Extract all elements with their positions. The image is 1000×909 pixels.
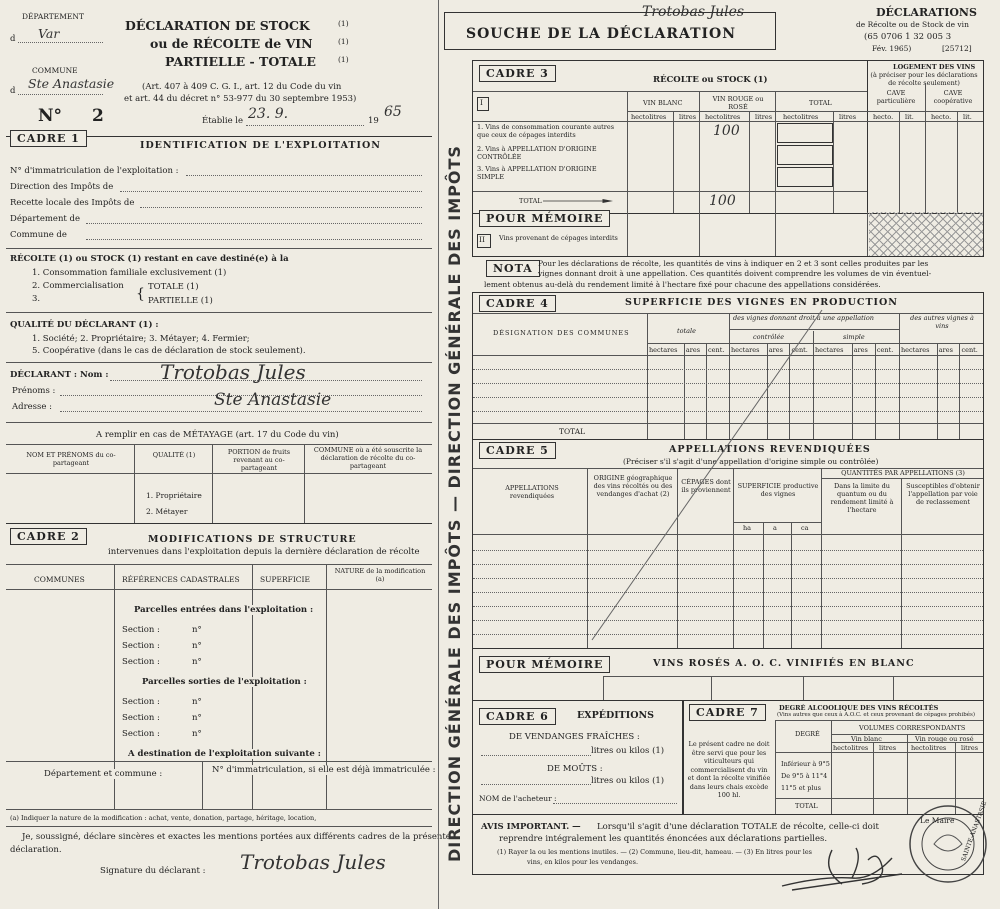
c7-volumes: VOLUMES CORRESPONDANTS xyxy=(859,724,966,732)
title-line2: ou de RÉCOLTE de VIN xyxy=(150,36,313,51)
cadre5-title: APPELLATIONS REVENDIQUÉES xyxy=(669,444,871,455)
pour-memoire2-label: POUR MÉMOIRE xyxy=(479,656,610,673)
c2-sorties: Parcelles sorties de l'exploitation : xyxy=(138,677,311,687)
c3-lit-4: lit. xyxy=(905,113,914,121)
c6-acheteur: NOM de l'acheteur : xyxy=(479,794,557,803)
adresse-label: Adresse : xyxy=(12,402,52,412)
d-prefix: d xyxy=(10,34,16,44)
c1-field-0: N° d'immatriculation de l'exploitation : xyxy=(10,166,179,176)
nota-label: NOTA xyxy=(486,260,540,277)
c4-unit-2-0: hectares xyxy=(815,346,844,354)
c4-designation: DÉSIGNATION DES COMMUNES xyxy=(493,329,630,337)
c2-immat: N° d'immatriculation, si elle est déjà immatriculée : xyxy=(212,765,436,775)
c5-unit-a: a xyxy=(773,524,777,532)
year-value: 65 xyxy=(384,104,402,120)
nota-text3: lement obtenus au-delà du rendement limité à l'hectare fixé pour chacune des appellations considérées. xyxy=(484,280,881,289)
c7-row-total: TOTAL xyxy=(795,802,818,810)
c2-no-5: n° xyxy=(192,713,202,723)
departement-label: DÉPARTEMENT xyxy=(22,12,84,21)
c4-controlee: contrôlée xyxy=(753,333,785,341)
c3-row-3: 3. Vins à APPELLATION D'ORIGINE SIMPLE xyxy=(477,165,597,181)
c6-mouts: DE MOÛTS : xyxy=(547,764,603,774)
cadre6-title: EXPÉDITIONS xyxy=(577,710,655,721)
c2-sec-2: Section : xyxy=(122,641,160,651)
mayor-signature xyxy=(772,820,922,900)
c2-no-1: n° xyxy=(192,625,202,635)
fn1: (1) xyxy=(338,19,349,28)
cadre7-subtitle: (Vins autres que ceux à A.O.C. et ceux provenant de cépages prohibés) xyxy=(777,712,975,718)
cadre2-label: CADRE 2 xyxy=(10,528,87,545)
c5-sub-excess: Susceptibles d'obtenir l'appellation par voie de reclassement xyxy=(906,482,980,506)
stamp-ring-text: SAINTE-ANASTASIE xyxy=(960,800,989,863)
signature-value: Trotobas Jules xyxy=(240,850,386,874)
c3-row-i: I xyxy=(480,98,483,107)
c2-h1: RÉFÉRENCES CADASTRALES xyxy=(122,575,240,584)
cave-coop: CAVE coopérative xyxy=(933,89,973,105)
c3-row-ii: II xyxy=(479,235,485,244)
c1-field-3: Département de xyxy=(10,214,81,224)
c7-vin-blanc: Vin blanc xyxy=(851,735,882,743)
cadre2-subtitle: intervenues dans l'exploitation depuis la dernière déclaration de récolte xyxy=(108,547,420,557)
recolte-item-0: 1. Consommation familiale exclusivement (1) xyxy=(32,268,227,278)
souche-right-code: (65 0706 1 32 005 3 xyxy=(864,32,952,42)
c2-no-4: n° xyxy=(192,697,202,707)
cadre3-label: CADRE 3 xyxy=(479,65,556,82)
c4-simple: simple xyxy=(843,333,865,341)
c4-unit-2-2: cent. xyxy=(876,346,894,354)
logement-title: LOGEMENT DES VINS xyxy=(893,63,976,71)
c3-litres-3: litres xyxy=(839,113,857,121)
metayage-h2: PORTION de fruits revenant au co-partageant xyxy=(227,448,291,472)
metayage-table xyxy=(6,444,432,524)
c4-unit-0-1: ares xyxy=(685,346,701,354)
cadre4-title: SUPERFICIE DES VIGNES EN PRODUCTION xyxy=(625,297,898,308)
c2-destination: A destination de l'exploitation suivante : xyxy=(124,749,325,759)
avis-note1: (1) Rayer la ou les mentions inutiles. — (2) Commune, lieu-dit, hameau. — (3) En litres pour les xyxy=(497,848,813,856)
souche-right-date: Fév. 1965) xyxy=(872,44,912,53)
c3-row-2: 2. Vins à APPELLATION D'ORIGINE CONTRÔLÉE xyxy=(477,145,597,161)
c3-col-blanc: VIN BLANC xyxy=(643,99,683,107)
partielle-option: PARTIELLE (1) xyxy=(148,296,213,306)
prenoms-label: Prénoms : xyxy=(12,386,56,396)
c1-field-4: Commune de xyxy=(10,230,67,240)
c6-litres1: litres ou kilos (1) xyxy=(591,746,665,756)
c4-totale: totale xyxy=(677,327,696,335)
c7-vin-rouge: Vin rouge ou rosé xyxy=(915,735,974,743)
declarant-label: DÉCLARANT : Nom : xyxy=(10,370,109,380)
c4-unit-0-2: cent. xyxy=(708,346,725,354)
avis-text2: reprendre intégralement les quantités énoncées aux déclarations partielles. xyxy=(499,834,828,844)
avis-note2: vins, en kilos pour les vendanges. xyxy=(527,858,639,866)
c3-lit-5: lit. xyxy=(963,113,972,121)
attest-line1: Je, soussigné, déclare sincères et exactes les mentions portées aux différents cadres de la présente xyxy=(22,832,451,842)
souche-right-title: DÉCLARATIONS xyxy=(876,6,977,19)
c3-col-rouge: VIN ROUGE ou ROSÉ xyxy=(712,95,764,111)
pour-memoire2-text: VINS ROSÉS A. O. C. VINIFIÉS EN BLANC xyxy=(653,658,915,669)
commune-value: Ste Anastasie xyxy=(28,76,115,91)
pour-memoire-label: POUR MÉMOIRE xyxy=(479,210,610,227)
c1-field-1: Direction des Impôts de xyxy=(10,182,114,192)
c3-row-1: 1. Vins de consommation courante autres que ceux de cépages interdits xyxy=(477,123,615,139)
c3-litres-1: litres xyxy=(679,113,697,121)
c5-sub-limit: Dans la limite du quantum ou du rendement limité à l'hectare xyxy=(830,482,894,514)
metayage-title: A remplir en cas de MÉTAYAGE (art. 17 du Code du vin) xyxy=(96,430,339,440)
etabli-label: Établie le xyxy=(202,116,244,126)
metayage-opt-1: 2. Métayer xyxy=(146,507,188,516)
cadre7-label: CADRE 7 xyxy=(689,704,766,721)
cadre5-label: CADRE 5 xyxy=(479,442,556,459)
c5-unit-ha: ha xyxy=(743,524,752,532)
c4-unit-3-0: hectares xyxy=(901,346,930,354)
metayage-h3: COMMUNE où a été souscrite la déclaration de récolte du co-partageant xyxy=(313,446,423,470)
c5-h2: CÉPAGES dont ils proviennent xyxy=(681,478,731,494)
fn2: (1) xyxy=(338,37,349,46)
c4-unit-1-0: hectares xyxy=(731,346,760,354)
c5-unit-ca: ca xyxy=(801,524,809,532)
metayage-opt-0: 1. Propriétaire xyxy=(146,491,202,500)
c7-row-0: Inférieur à 9°5 xyxy=(781,760,830,768)
c3-value-total: 100 xyxy=(709,193,736,209)
c7-row-1: De 9°5 à 11°4 xyxy=(781,772,828,780)
cadre1-label: CADRE 1 xyxy=(10,130,87,147)
c2-sec-5: Section : xyxy=(122,713,160,723)
souche-right-sub: de Récolte ou de Stock de vin xyxy=(856,20,969,29)
attest-line2: déclaration. xyxy=(10,845,62,855)
cadre7-title: DEGRÉ ALCOOLIQUE DES VINS RÉCOLTÉS xyxy=(779,704,939,712)
c2-entrees: Parcelles entrées dans l'exploitation : xyxy=(130,605,317,615)
d-prefix-2: d xyxy=(10,86,16,96)
cadre7-note: Le présent cadre ne doit être servi que pour les viticulteurs qui commercialisent du vin et dont la récolte vinifiée dans leurs chais excède 100 hl. xyxy=(687,740,771,799)
legal-ref2: et art. 44 du décret n° 53-977 du 30 septembre 1953) xyxy=(124,94,357,104)
c2-h3: NATURE de la modification (a) xyxy=(334,567,426,583)
c7-litres-2: litres xyxy=(961,744,979,752)
c2-sec-1: Section : xyxy=(122,625,160,635)
c3-row-ii-text: Vins provenant de cépages interdits xyxy=(499,234,618,242)
nota-text2: vignes donnant droit à une appellation. Ces quantités doivent comprendre les volumes de vin éventuel- xyxy=(538,269,932,278)
c6-vendanges: DE VENDANGES FRAÎCHES : xyxy=(509,732,640,742)
c4-total: TOTAL xyxy=(559,427,586,436)
legal-ref1: (Art. 407 à 409 C. G. I., art. 12 du Code du vin xyxy=(142,82,342,92)
recolte-item-1: 2. Commercialisation xyxy=(32,281,124,291)
c6-litres2: litres ou kilos (1) xyxy=(591,776,665,786)
c2-no-2: n° xyxy=(192,641,202,651)
c3-hecto-1: hectolitres xyxy=(631,113,667,121)
cadre6-block xyxy=(472,700,684,815)
qualite-title: QUALITÉ DU DÉCLARANT (1) : xyxy=(10,320,159,330)
c4-unit-3-1: ares xyxy=(938,346,953,354)
cadre3-title: RÉCOLTE ou STOCK (1) xyxy=(653,75,768,85)
c2-no-6: n° xyxy=(192,729,202,739)
souche-right-num: [25712] xyxy=(942,44,972,53)
c2-sec-4: Section : xyxy=(122,697,160,707)
year-prefix: 19 xyxy=(368,116,379,126)
cadre1-title: IDENTIFICATION DE L'EXPLOITATION xyxy=(140,140,381,151)
signature-label: Signature du déclarant : xyxy=(100,866,206,876)
metayage-h1: QUALITÉ (1) xyxy=(152,451,196,459)
c3-litres-2: litres xyxy=(755,113,773,121)
declarant-address: Ste Anastasie xyxy=(214,390,332,410)
c7-litres-1: litres xyxy=(879,744,897,752)
c7-degre: DEGRÉ xyxy=(795,730,820,738)
right-page xyxy=(466,0,1000,909)
cadre5-subtitle: (Préciser s'il s'agit d'une appellation d'origine simple ou contrôlée) xyxy=(623,457,879,466)
no-label: N° xyxy=(38,106,63,126)
stamp-top-text: Le Maire xyxy=(920,816,955,825)
c4-unit-3-2: cent. xyxy=(961,346,978,354)
c2-note-a: (a) Indiquer la nature de la modification : achat, vente, donation, partage, héritage, location, xyxy=(10,814,317,822)
c3-row-total: TOTAL xyxy=(519,197,542,205)
fn3: (1) xyxy=(338,55,349,64)
c4-unit-2-1: ares xyxy=(853,346,868,354)
nota-text1: Pour les déclarations de récolte, les quantités de vins à indiquer en 2 et 3 sont celles produites par les xyxy=(538,259,929,268)
cadre2-title: MODIFICATIONS DE STRUCTURE xyxy=(148,534,357,545)
cave-part: CAVE particulière xyxy=(876,89,916,105)
pour-memoire2-block xyxy=(472,648,984,701)
recolte-item-2: 3. xyxy=(32,294,41,304)
c5-h4: QUANTITÉS PAR APPELLATIONS (3) xyxy=(841,469,965,477)
c5-h1: ORIGINE géographique des vins récoltés ou des vendanges d'achat (2) xyxy=(593,474,673,498)
c7-row-2: 11°5 et plus xyxy=(781,784,822,792)
left-page: DÉPARTEMENT d Var COMMUNE d Ste Anastasie DÉCLARATION DE STOCK (1) ou de RÉCOLTE de VIN (1) PARTIELLE - TOTALE (1) (Art. 407 à 409 C. G. I., art. 12 du Code du vin et art. 44 du décret n° 53-977 du 30 septembre 1953) N° 2 Établie le 23. 9. 19 65 CADRE 1 IDENTIFICATION DE L'EXPLOITATION N° d'immatriculation de l'exploitation : Direction des Impôts de Recette locale des Impôts de Département de Commune de RÉCOLTE (1) ou STOCK (1) restant en cave destiné(e) à la 1. Consommation familiale exclusivement (1) 2. Commercialisation 3. { TOTALE (1) PARTIELLE (1) QUALITÉ DU DÉCLARANT (1) : 1. Société; 2. Propriétaire; 3. Métayer; 4. Fermier; 5. Coopérative (dans le cas de déclaration de stock seulement). DÉCLARANT : Nom : Trotobas Jules Prénoms : Adresse : Ste Anastasie A remplir en cas de MÉTAYAGE (art. 17 du Code du vin) NOM ET PRÉNOMS du co-partageant QUALITÉ (1) PORTION de fruits revenant au co-partageant COMMUNE où a été souscrite la déclaration de récolte du co-partageant 1. Propriétaire 2. Métayer CADRE 2 MODIFICATIONS DE STRUCTURE intervenues dans l'exploitation depuis la dernière déclaration de récolte COMMUNES RÉFÉRENCES CADASTRALES SUPERFICIE NATURE de la modification (a) Parcelles entrées dans l'exploitation : Section : n° Section : n° Section : n° Parcelles sorties de l'exploitation : Section : n° Section : n° Section : n° A destination de l'exploitation suivante : Département et commune : N° d'immatriculation, si elle est déjà immatriculée : (a) Indiquer la nature de la modification : achat, vente, donation, partage, héritage, location, Je, soussigné, déclare sincères et exactes les mentions portées aux différents cadres de la présente déclaration. Signature du déclarant : Trotobas Jules xyxy=(0,0,440,909)
declarant-name: Trotobas Jules xyxy=(160,360,306,384)
qualite-line1: 1. Société; 2. Propriétaire; 3. Métayer; 4. Fermier; xyxy=(32,334,250,344)
metayage-h0: NOM ET PRÉNOMS du co-partageant xyxy=(26,451,116,467)
c2-h0: COMMUNES xyxy=(34,575,85,584)
c7-hecto-1: hectolitres xyxy=(833,744,869,752)
c2-h2: SUPERFICIE xyxy=(260,575,310,584)
logement-sub: (à préciser pour les déclarations de récolte seulement) xyxy=(870,71,978,87)
c4-unit-0-0: hectares xyxy=(649,346,678,354)
c2-sec-3: Section : xyxy=(122,657,160,667)
title-line1: DÉCLARATION DE STOCK xyxy=(125,18,310,33)
cadre4-label: CADRE 4 xyxy=(479,295,556,312)
vertical-strip xyxy=(438,0,473,909)
souche-title: SOUCHE DE LA DÉCLARATION xyxy=(466,26,737,42)
no-value: 2 xyxy=(92,106,104,126)
avis-text1: Lorsqu'il s'agit d'une déclaration TOTALE de récolte, celle-ci doit xyxy=(597,822,879,832)
c4-autres: des autres vignes à vins xyxy=(910,314,974,330)
c5-h3: SUPERFICIE productive des vignes xyxy=(737,482,819,498)
cadre6-label: CADRE 6 xyxy=(479,708,556,725)
c4-appellation: des vignes donnant droit à une appellation xyxy=(733,314,874,322)
c3-col-total: TOTAL xyxy=(809,99,832,107)
avis-label: AVIS IMPORTANT. — xyxy=(481,822,581,832)
c1-field-2: Recette locale des Impôts de xyxy=(10,198,135,208)
qualite-line2: 5. Coopérative (dans le cas de déclaration de stock seulement). xyxy=(32,346,306,356)
recolte-title: RÉCOLTE (1) ou STOCK (1) restant en cave destiné(e) à la xyxy=(10,254,289,264)
c7-hecto-2: hectolitres xyxy=(911,744,947,752)
c3-hecto-2: hectolitres xyxy=(705,113,741,121)
c2-dept: Département et commune : xyxy=(44,769,163,779)
commune-label: COMMUNE xyxy=(32,66,78,75)
c3-hecto-4: hecto. xyxy=(873,113,894,121)
c2-sec-6: Section : xyxy=(122,729,160,739)
c5-h0: APPELLATIONS revendiquées xyxy=(505,484,559,500)
vertical-title: DIRECTION GÉNÉRALE DES IMPÔTS — DIRECTION GÉNÉRALE DES IMPÔTS xyxy=(445,145,464,862)
departement-value: Var xyxy=(38,26,60,41)
c4-unit-1-1: ares xyxy=(768,346,783,354)
cadre2-table xyxy=(6,564,436,810)
cadre7-block xyxy=(682,700,984,815)
c3-hecto-3: hectolitres xyxy=(783,113,819,121)
c3-hecto-5: hecto. xyxy=(931,113,952,121)
souche-handwritten: Trotobas Jules xyxy=(642,4,745,20)
c2-no-3: n° xyxy=(192,657,202,667)
totale-option: TOTALE (1) xyxy=(148,282,199,292)
title-line3: PARTIELLE - TOTALE xyxy=(165,54,316,69)
c4-unit-1-2: cent. xyxy=(791,346,808,354)
etabli-value: 23. 9. xyxy=(248,106,289,122)
c3-value-row1: 100 xyxy=(713,123,740,139)
